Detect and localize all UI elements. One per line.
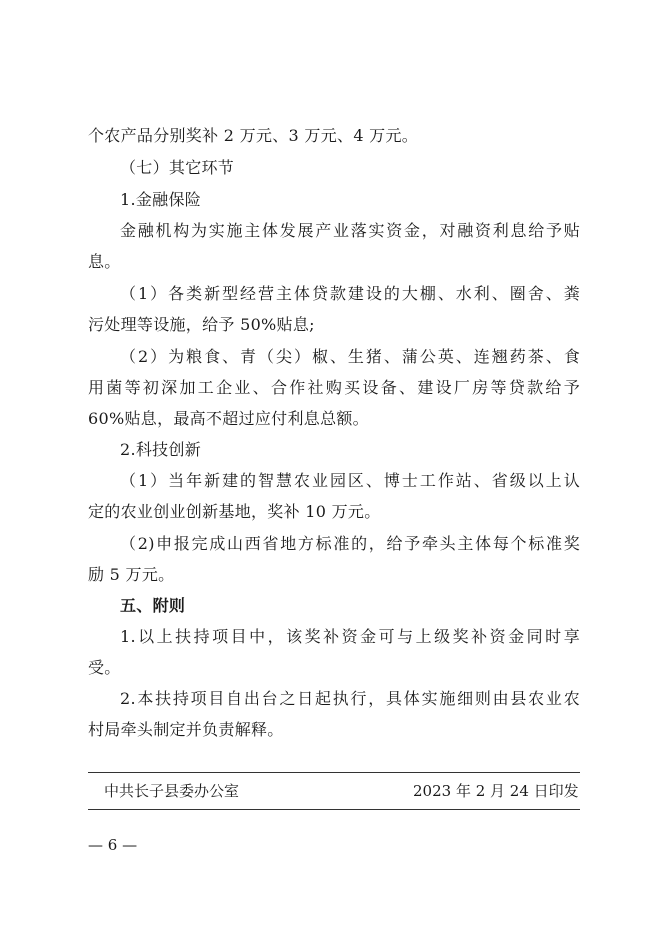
subheading-finance-insurance: 1.金融保险 [120, 190, 202, 209]
text-line-9: 用菌等初深加工企业、合作社购买设备、建设厂房等贷款给予 [88, 378, 580, 397]
text-line-6: （1）各类新型经营主体贷款建设的大棚、水利、圈舍、粪 [120, 284, 580, 303]
text-line-13: 定的农业创业创新基地，奖补 10 万元。 [88, 502, 381, 521]
text-line-8: （2）为粮食、青（尖）椒、生猪、蒲公英、连翘药茶、食 [120, 347, 580, 366]
text-line-17: 1.以上扶持项目中，该奖补资金可与上级奖补资金同时享 [120, 627, 580, 646]
text-line-15: 励 5 万元。 [88, 565, 175, 584]
footer-issue-date: 2023 年 2 月 24 日印发 [413, 782, 579, 800]
text-line-5: 息。 [88, 252, 121, 271]
footer-issuer: 中共长子县委办公室 [104, 782, 240, 800]
footer-bottom-rule [88, 809, 580, 810]
section-heading-appendix: 五、附则 [120, 596, 186, 615]
text-line-14: （2)申报完成山西省地方标准的，给予牵头主体每个标准奖 [120, 534, 580, 553]
text-line-12: （1）当年新建的智慧农业园区、博士工作站、省级以上认 [120, 471, 580, 490]
text-line-20: 村局牵头制定并负责解释。 [88, 720, 284, 739]
text-line-4: 金融机构为实施主体发展产业落实资金，对融资利息给予贴 [120, 221, 580, 240]
text-line-18: 受。 [88, 658, 121, 677]
text-line-1: 个农产品分别奖补 2 万元、3 万元、4 万元。 [88, 126, 419, 145]
text-line-7: 污处理等设施，给予 50%贴息; [88, 315, 315, 334]
text-line-10: 60%贴息，最高不超过应付利息总额。 [88, 409, 369, 428]
text-line-19: 2.本扶持项目自出台之日起执行，具体实施细则由县农业农 [120, 689, 580, 708]
subheading-tech-innovation: 2.科技创新 [120, 440, 202, 459]
footer-top-rule [88, 772, 580, 773]
page-number: — 6 — [88, 836, 138, 854]
section-heading-seven: （七）其它环节 [120, 158, 235, 177]
